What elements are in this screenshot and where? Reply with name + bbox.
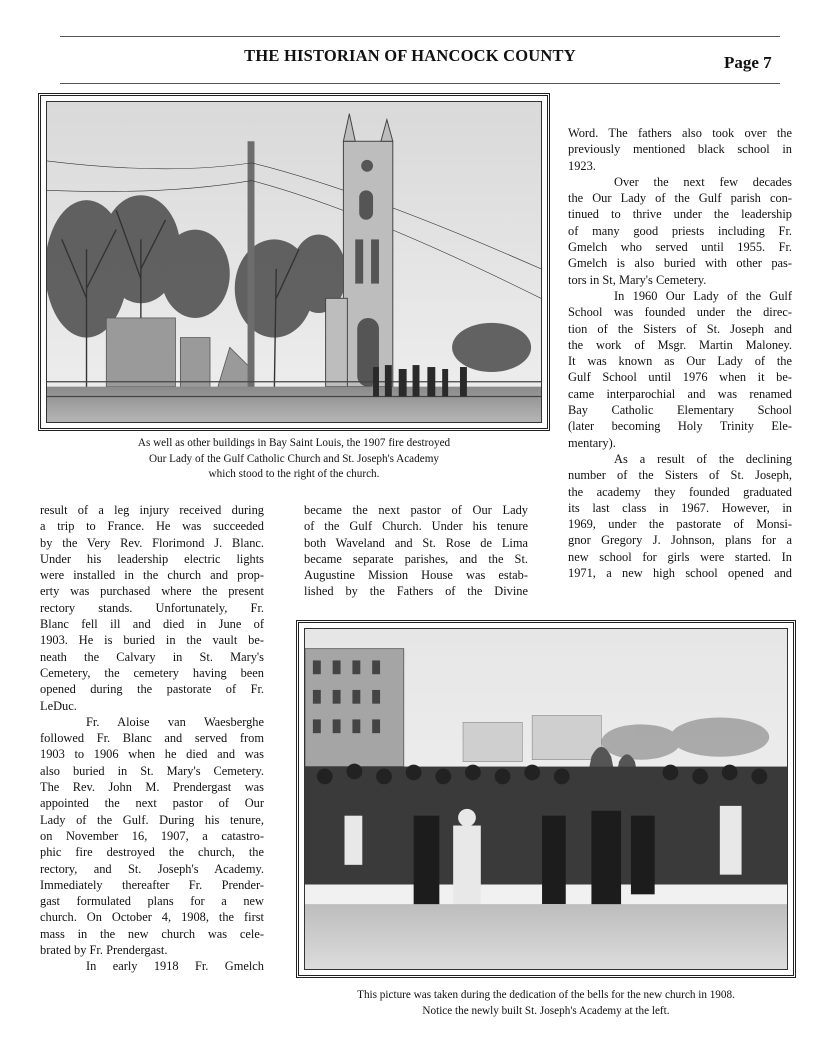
left-column xyxy=(40,502,264,975)
text-line: followed Fr. Blanc and served from xyxy=(40,731,264,746)
church-ruins-photo xyxy=(38,93,550,431)
text-line: both Waveland and St. Rose de Lima xyxy=(304,535,528,550)
text-line: of many good priests including Fr. xyxy=(568,223,792,238)
text-line: 1923. xyxy=(568,158,596,173)
text-line: Bay Catholic Elementary School xyxy=(568,403,792,418)
text-line: the Our Lady of the Gulf parish con- xyxy=(568,191,792,206)
text-line: gnor Gregory J. Johnson, plans for a xyxy=(568,533,792,548)
text-line: by the Very Rev. Florimond J. Blanc. xyxy=(40,535,264,550)
text-line: tion of the Sisters of St. Joseph and xyxy=(568,321,792,336)
text-line: number of the Sisters of St. Joseph, xyxy=(568,468,792,483)
text-line: Lady of the Gulf. During his tenure, xyxy=(40,812,264,827)
bell-dedication-photo xyxy=(296,620,796,978)
text-line: Blanc fell ill and died in June of xyxy=(40,617,264,632)
text-line: became separate parishes, and the St. xyxy=(304,551,528,566)
bell-dedication-caption xyxy=(296,988,796,1019)
caption-line: Notice the newly built St. Joseph's Academy at the left. xyxy=(422,1004,670,1017)
text-line: also buried in St. Mary's Cemetery. xyxy=(40,763,264,778)
text-line: of the Gulf Church. Under his tenure xyxy=(304,519,528,534)
text-line: mentary). xyxy=(568,435,616,450)
text-line: new school for girls were started. In xyxy=(568,549,792,564)
text-line: mass in the new church was cele- xyxy=(40,926,264,941)
church-ruins-image xyxy=(47,102,541,422)
text-line: on November 16, 1907, a catastro- xyxy=(40,828,264,843)
text-line: became the next pastor of Our Lady xyxy=(304,503,528,517)
middle-column xyxy=(304,502,528,600)
newsletter-title: THE HISTORIAN OF HANCOCK COUNTY xyxy=(244,46,576,65)
bell-dedication-image xyxy=(305,629,787,969)
text-line: tors in St, Mary's Cemetery. xyxy=(568,272,707,287)
text-line: Over the next few decades xyxy=(614,174,792,189)
text-line: were installed in the church and prop- xyxy=(40,568,264,583)
text-line: Gmelch who served until 1955. Fr. xyxy=(568,240,792,255)
text-line: rectory stands. Unfortunately, Fr. xyxy=(40,600,264,615)
text-line: tinued to thrive under the leadership xyxy=(568,207,792,222)
text-line: In early 1918 Fr. Gmelch xyxy=(86,959,264,974)
right-column xyxy=(568,125,792,581)
text-line: Cemetery, the cemetery having been xyxy=(40,665,264,680)
text-line: 1971, a new high school opened and xyxy=(568,566,792,581)
text-line: 1903 to 1906 when he died and was xyxy=(40,747,264,762)
caption-line: which stood to the right of the church. xyxy=(208,468,380,480)
text-line: opened during the pastorate of Fr. xyxy=(40,682,264,697)
text-line: (later becoming Holy Trinity Ele- xyxy=(568,419,792,434)
page-number: Page 7 xyxy=(724,53,772,72)
text-line: a trip to France. He was succeeded xyxy=(40,519,264,534)
text-line: previously mentioned black school in xyxy=(568,142,792,157)
text-line: 1969, under the pastorate of Monsi- xyxy=(568,517,792,532)
caption-line: This picture was taken during the dedication of the bells for the new church in 1908. xyxy=(357,989,735,1001)
text-line: Immediately thereafter Fr. Prender- xyxy=(40,877,264,892)
text-line: lished by the Fathers of the Divine xyxy=(304,584,528,599)
caption-line: As well as other buildings in Bay Saint Louis, the 1907 fire destroyed xyxy=(137,437,451,449)
text-line: Word. The fathers also took over the xyxy=(568,126,792,140)
text-line: Gulf School until 1976 when it be- xyxy=(568,370,792,385)
text-line: erty was purchased where the present xyxy=(40,584,264,599)
caption-line: Our Lady of the Gulf Catholic Church and St. Joseph's Academy xyxy=(148,452,440,465)
text-line: gast formulated plans for a new xyxy=(40,894,264,909)
header-rule xyxy=(60,83,780,84)
text-line: In 1960 Our Lady of the Gulf xyxy=(614,288,792,303)
text-line: rectory, and St. Joseph's Academy. xyxy=(40,861,264,876)
text-line: its last class in 1967. However, in xyxy=(568,500,792,515)
text-line: the academy they founded graduated xyxy=(568,484,792,499)
text-line: neath the Calvary in St. Mary's xyxy=(40,649,264,664)
text-line: As a result of the declining xyxy=(614,451,792,466)
text-line: came interparochial and was renamed xyxy=(568,386,792,401)
text-line: result of a leg injury received during xyxy=(40,503,264,517)
text-line: LeDuc. xyxy=(40,698,77,713)
text-line: church. On October 4, 1908, the first xyxy=(40,910,264,925)
church-ruins-caption xyxy=(38,436,550,483)
text-line: the work of Msgr. Martin Maloney. xyxy=(568,337,792,352)
text-line: Augustine Mission House was estab- xyxy=(304,568,528,583)
text-line: brated by Fr. Prendergast. xyxy=(40,943,168,958)
text-line: Gmelch is also buried with other pas- xyxy=(568,256,792,271)
text-line: 1903. He is buried in the vault be- xyxy=(40,633,264,648)
top-rule xyxy=(60,36,780,37)
text-line: It was known as Our Lady of the xyxy=(568,354,792,369)
text-line: appointed the next pastor of Our xyxy=(40,796,264,811)
text-line: The Rev. John M. Prendergast was xyxy=(40,780,264,795)
text-line: School was founded under the direc- xyxy=(568,305,792,320)
text-line: Fr. Aloise van Waesberghe xyxy=(86,714,264,729)
text-line: phic fire destroyed the church, the xyxy=(40,845,264,860)
text-line: Under his leadership electric lights xyxy=(40,551,264,566)
